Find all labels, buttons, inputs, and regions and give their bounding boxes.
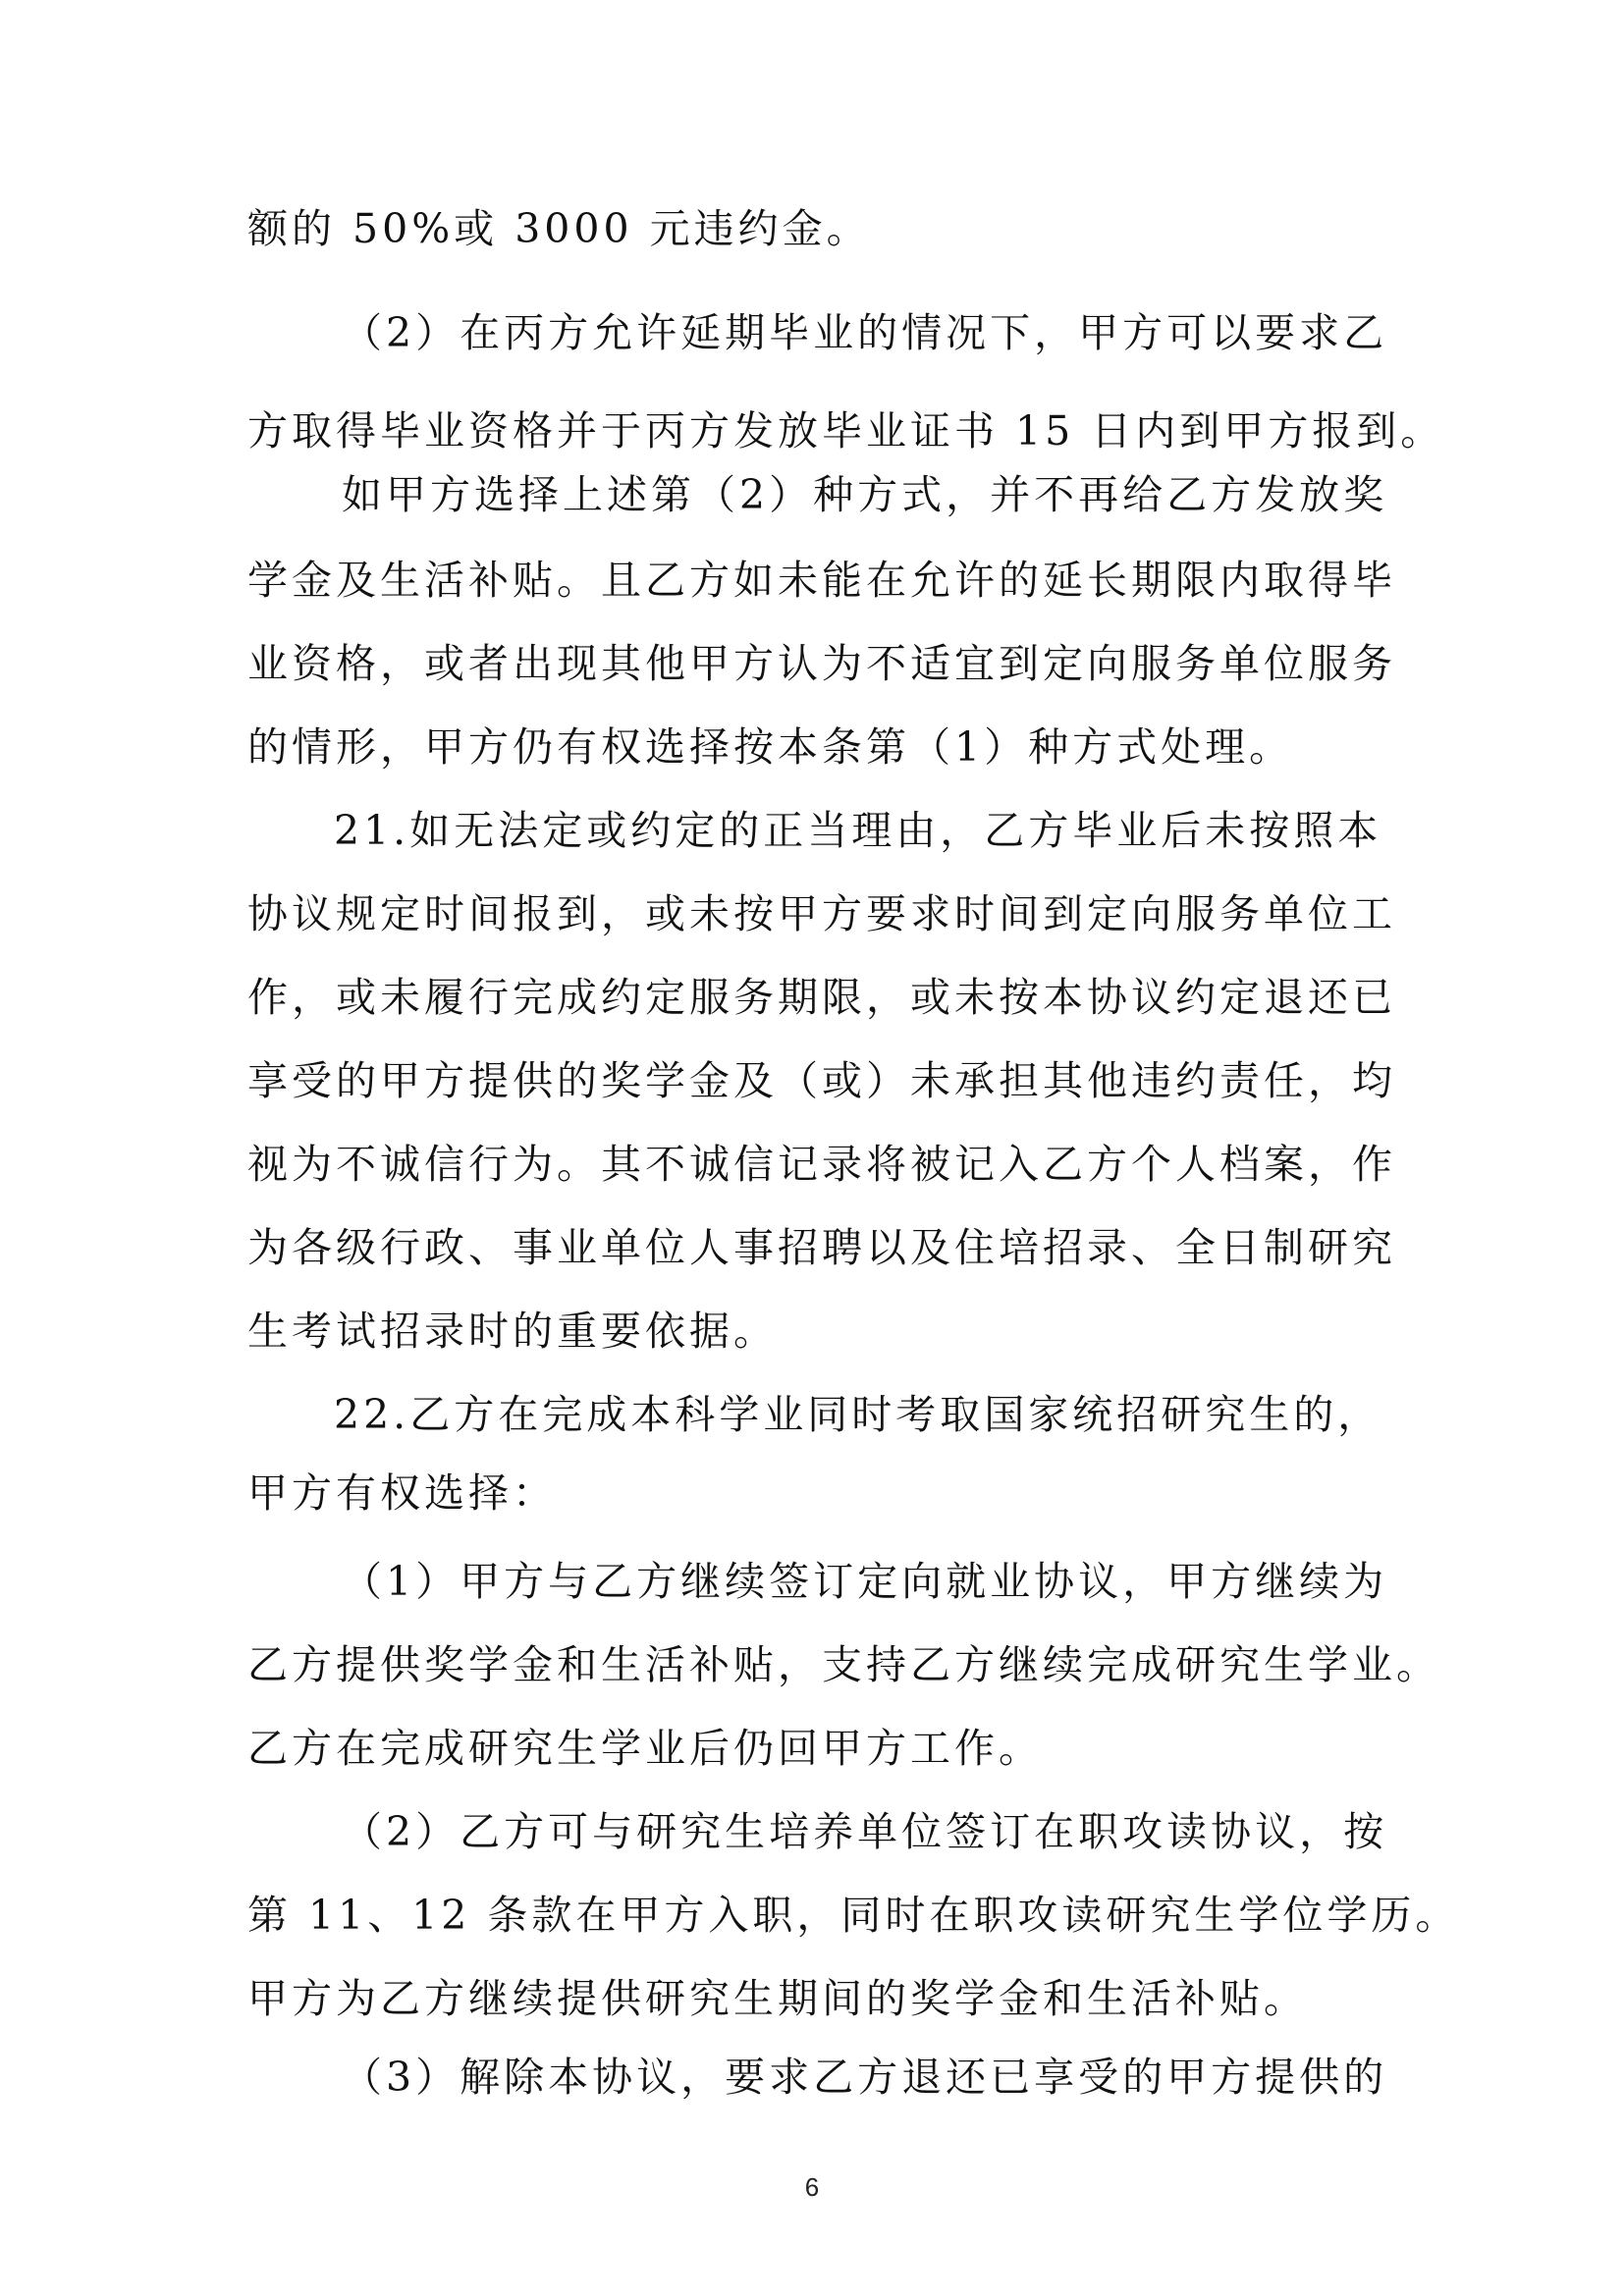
body-text-line: 作，或未履行完成约定服务期限，或未按本协议约定退还已 [247, 974, 1396, 1021]
body-text-line: 协议规定时间报到，或未按甲方要求时间到定向服务单位工 [247, 890, 1396, 937]
body-text-line: 乙方提供奖学金和生活补贴，支持乙方继续完成研究生学业。 [247, 1641, 1440, 1688]
body-text-line: 生考试招录时的重要依据。 [247, 1308, 778, 1355]
body-text-line: （2）乙方可与研究生培养单位签订在职攻读协议，按 [342, 1808, 1388, 1855]
body-text-line: 甲方有权选择： [247, 1469, 557, 1517]
body-text-line: 享受的甲方提供的奖学金及（或）未承担其他违约责任，均 [247, 1057, 1396, 1104]
body-text-line: （2）在丙方允许延期毕业的情况下，甲方可以要求乙 [342, 309, 1388, 356]
body-text-line: 学金及生活补贴。且乙方如未能在允许的延长期限内取得毕 [247, 557, 1396, 604]
body-text-line: 视为不诚信行为。其不诚信记录将被记入乙方个人档案，作 [247, 1141, 1396, 1188]
body-text-line: 21.如无法定或约定的正当理由，乙方毕业后未按照本 [334, 807, 1382, 854]
body-text-line: 为各级行政、事业单位人事招聘以及住培招录、全日制研究 [247, 1224, 1396, 1271]
body-text-line: 甲方为乙方继续提供研究生期间的奖学金和生活补贴。 [247, 1975, 1308, 2022]
body-text-line: （1）甲方与乙方继续签订定向就业协议，甲方继续为 [342, 1558, 1388, 1605]
body-text-line: 业资格，或者出现其他甲方认为不适宜到定向服务单位服务 [247, 640, 1396, 687]
body-text-line: 第 11、12 条款在甲方入职，同时在职攻读研究生学位学历。 [247, 1892, 1460, 1939]
body-text-line: 方取得毕业资格并于丙方发放毕业证书 15 日内到甲方报到。 [247, 407, 1445, 454]
body-text-line: 乙方在完成研究生学业后仍回甲方工作。 [247, 1725, 1043, 1772]
body-text-line: 额的 50%或 3000 元违约金。 [247, 205, 871, 252]
body-text-line: 的情形，甲方仍有权选择按本条第（1）种方式处理。 [247, 723, 1294, 771]
body-text-line: （3）解除本协议，要求乙方退还已享受的甲方提供的 [342, 2054, 1388, 2101]
body-text-line: 22.乙方在完成本科学业同时考取国家统招研究生的， [334, 1391, 1382, 1438]
body-text-line: 如甲方选择上述第（2）种方式，并不再给乙方发放奖 [342, 471, 1388, 518]
page-number: 6 [804, 2172, 820, 2202]
